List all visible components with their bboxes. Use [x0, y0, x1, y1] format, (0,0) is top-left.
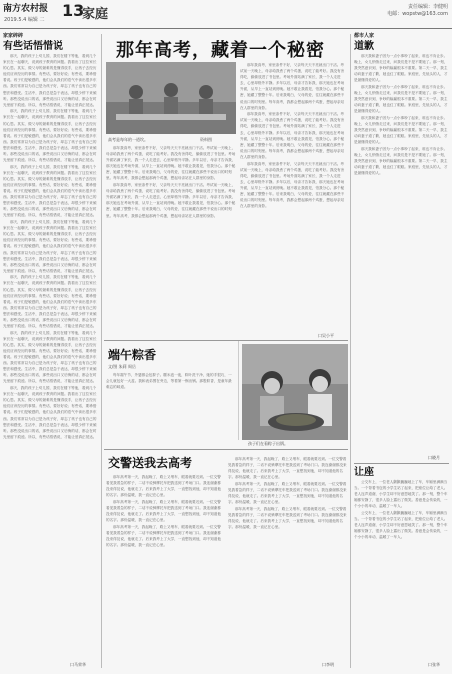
article-title: 有些话悟惜说: [3, 41, 63, 52]
article-body-cont: 那天，我的孩子上幼儿园，我们在楼下等他，看到几个家长在一起聊天，说到孩子教育的问题。我看出了这位家长的心思。其实，做父母的最难的是懂得放手，让孩子去经历他们应该经历的事情。有些话，要好好说；有些话，要珍惜着说。孩子们是敏感的，他们会从我们的语气中读出很多东西。我们常常以为自己是为孩子好，却忘了孩子也有自己的想法和感受。生活中，我们总是急于表达，却很少停下来倾听。那些没说出口的话，那些说出口又后悔的话，都会在时光里留下痕迹。所以，有些话悟惜说，才能让爱真正抵达。: [3, 109, 97, 163]
editor-contact: [387, 4, 448, 18]
main-article-body: 那年我高考，家里条件不好，父亲每天天不亮就出门干活。考试前一天晚上，母亲给我煮了两个鸡蛋，说吃了能考好。我没有舍得吃，偷偷放进了书包里。考场外面站满了家长，我一个人走进去，心里却格外平静。多年以后，母亲才告诉我，那天她也在考场外面，从早上一直站到傍晚。她不敢让我看见，怕我分心。那个秘密，她藏了整整十年。后来我明白，父母的爱，往往就藏在那些不说出口的时刻里。每年高考，我都会想起那两个鸡蛋，想起母亲站在人群里的身影。: [240, 63, 345, 110]
exam-escort-title: 交警送我去高考: [108, 456, 193, 470]
zongzi-caption: 孩子们在看粽子出锅。: [248, 441, 288, 446]
give-seat-text-cont: 公交车上，一位老人颤颤巍巍地上了车，车厢里满满当当。一个背着书包的小学生站了起来，把座位让给了老人。老人连声道谢，小学生却不好意思地笑了。那一刻，整个车厢都安静了，很多人脸上露出了微笑。善意是会传染的，一个小小的举动，温暖了一车人。: [354, 510, 448, 540]
main-article-col-right: [240, 62, 347, 332]
photo-caption: 高考是每年的一道坎。: [108, 137, 148, 142]
give-seat-text: 公交车上，一位老人颤颤巍巍地上了车，车厢里满满当当。一个背着书包的小学生站了起来，把座位让给了老人。老人连声道谢，小学生却不好意思地笑了。那一刻，整个车厢都安静了，很多人脸上露出了微笑。善意是会传染的，一个小小的举动，温暖了一车人。: [354, 480, 448, 509]
exam-escort-col2: [228, 456, 348, 668]
right-rule: [354, 463, 449, 464]
exam-escort-col1: [106, 474, 224, 668]
section-rule: [104, 449, 348, 450]
main-article-col-left: [106, 145, 236, 335]
exam-escort-text-cont: 那年高考第一天，我起晚了，路上又堵车，眼看就要迟到。一位交警看见我着急的样子，二话不说骑摩托车把我送到了考场门口。我连谢谢都没来得及说，他就走了。后来我考上了大学，一直想找到他，却不知道他的名字。那份温暖，我一直记在心里。: [106, 499, 221, 523]
main-article-body-cont: 那年我高考，家里条件不好，父亲每天天不亮就出门干活。考试前一天晚上，母亲给我煮了两个鸡蛋，说吃了能考好。我没有舍得吃，偷偷放进了书包里。考场外面站满了家长，我一个人走进去，心里却格外平静。多年以后，母亲才告诉我，那天她也在考场外面，从早上一直站到傍晚。她不敢让我看见，怕我分心。那个秘密，她藏了整整十年。后来我明白，父母的爱，往往就藏在那些不说出口的时刻里。每年高考，我都会想起那两个鸡蛋，想起母亲站在人群里的身影。: [240, 161, 345, 209]
header-rule: [0, 28, 452, 29]
column-tag: 家家碎碎: [3, 33, 24, 39]
zongzi-body: [106, 372, 234, 436]
right-column-top: [354, 32, 449, 452]
photo-credit: 资料图: [200, 137, 212, 142]
zongzi-title: 端午粽香: [108, 348, 157, 362]
left-byline: 口马荣华: [70, 662, 86, 667]
give-seat-title: 让座: [354, 467, 374, 478]
column-divider: [350, 34, 351, 668]
main-headline: 那年高考，藏着一个秘密: [116, 40, 325, 61]
right-column-bottom: [354, 466, 449, 668]
main-article-body-cont: 那年我高考，家里条件不好，父亲每天天不亮就出门干活。考试前一天晚上，母亲给我煮了两个鸡蛋，说吃了能考好。我没有舍得吃，偷偷放进了书包里。考场外面站满了家长，我一个人走进去，心里却格外平静。多年以后，母亲才告诉我，那天她也在考场外面，从早上一直站到傍晚。她不敢让我看见，怕我分心。那个秘密，她藏了整整十年。后来我明白，父母的爱，往往就藏在那些不说出口的时刻里。每年高考，我都会想起那两个鸡蛋，想起母亲站在人群里的身影。: [240, 112, 345, 159]
exam-escort-text-cont: 那年高考第一天，我起晚了，路上又堵车，眼看就要迟到。一位交警看见我着急的样子，二话不说骑摩托车把我送到了考场门口。我连谢谢都没来得及说，他就走了。后来我考上了大学，一直想找到他，却不知道他的名字。那份温暖，我一直记在心里。: [228, 506, 347, 530]
email-line: 电邮：wopstw@163.com: [387, 11, 448, 17]
issue-date: 2019.5.4 编辑 二: [4, 17, 45, 23]
exam-scene-image: [106, 62, 236, 134]
section-rule: [104, 340, 348, 341]
exam-escort-text-cont: 那年高考第一天，我起晚了，路上又堵车，眼看就要迟到。一位交警看见我着急的样子，二话不说骑摩托车把我送到了考场门口。我连谢谢都没来得及说，他就走了。后来我考上了大学，一直想找到他，却不知道他的名字。那份温暖，我一直记在心里。: [228, 481, 347, 505]
inner-divider: [238, 340, 239, 440]
article-body-cont: 那天，我的孩子上幼儿园，我们在楼下等他，看到几个家长在一起聊天，说到孩子教育的问题。我看出了这位家长的心思。其实，做父母的最难的是懂得放手，让孩子去经历他们应该经历的事情。有些话，要好好说；有些话，要珍惜着说。孩子们是敏感的，他们会从我们的语气中读出很多东西。我们常常以为自己是为孩子好，却忘了孩子也有自己的想法和感受。生活中，我们总是急于表达，却很少停下来倾听。那些没说出口的话，那些说出口又后悔的话，都会在时光里留下痕迹。所以，有些话悟惜说，才能让爱真正抵达。: [3, 386, 97, 439]
article-body-cont: 那天，我的孩子上幼儿园，我们在楼下等他，看到几个家长在一起聊天，说到孩子教育的问题。我看出了这位家长的心思。其实，做父母的最难的是懂得放手，让孩子去经历他们应该经历的事情。有些话，要好好说；有些话，要珍惜着说。孩子们是敏感的，他们会从我们的语气中读出很多东西。我们常常以为自己是为孩子好，却忘了孩子也有自己的想法和感受。生活中，我们总是急于表达，却很少停下来倾听。那些没说出口的话，那些说出口又后悔的话，都会在时光里留下痕迹。所以，有些话悟惜说，才能让爱真正抵达。: [3, 220, 97, 273]
left-column: [3, 32, 99, 668]
column-divider: [101, 34, 102, 668]
article-body: 那天，我的孩子上幼儿园，我们在楼下等他，看到几个家长在一起聊天，说到孩子教育的问题。我看出了这位家长的心思。其实，做父母的最难的是懂得放手，让孩子去经历他们应该经历的事情。有些话，要好好说；有些话，要珍惜着说。孩子们是敏感的，他们会从我们的语气中读出很多东西。我们常常以为自己是为孩子好，却忘了孩子也有自己的想法和感受。生活中，我们总是急于表达，却很少停下来倾听。那些没说出口的话，那些说出口又后悔的话，都会在时光里留下痕迹。所以，有些话悟惜说，才能让爱真正抵达。: [3, 54, 97, 107]
apology-text-cont: 那天我和妻子因为一点小事吵了起来，谁也不肯让步。晚上，女儿悄悄走过来，问我们是不是不要她了。那一刻，我突然意识到，争吵的输赢根本不重要。第二天一早，我主动向妻子道了歉，她也红了眼眶。家庭里，先低头的人，才是最懂得爱的人。: [354, 146, 448, 176]
article-body-cont: 那天，我的孩子上幼儿园，我们在楼下等他，看到几个家长在一起聊天，说到孩子教育的问题。我看出了这位家长的心思。其实，做父母的最难的是懂得放手，让孩子去经历他们应该经历的事情。有些话，要好好说；有些话，要珍惜着说。孩子们是敏感的，他们会从我们的语气中读出很多东西。我们常常以为自己是为孩子好，却忘了孩子也有自己的想法和感受。生活中，我们总是急于表达，却很少停下来倾听。那些没说出口的话，那些说出口又后悔的话，都会在时光里留下痕迹。所以，有些话悟惜说，才能让爱真正抵达。: [3, 164, 97, 218]
masthead: 南方农村报: [3, 4, 49, 14]
article-body-cont: 那天，我的孩子上幼儿园，我们在楼下等他，看到几个家长在一起聊天，说到孩子教育的问题。我看出了这位家长的心思。其实，做父母的最难的是懂得放手，让孩子去经历他们应该经历的事情。有些话，要好好说；有些话，要珍惜着说。孩子们是敏感的，他们会从我们的语气中读出很多东西。我们常常以为自己是为孩子好，却忘了孩子也有自己的想法和感受。生活中，我们总是急于表达，却很少停下来倾听。那些没说出口的话，那些说出口又后悔的话，都会在时光里留下痕迹。所以，有些话悟惜说，才能让爱真正抵达。: [3, 275, 97, 329]
children-image: [242, 344, 348, 440]
main-photo: [106, 62, 236, 134]
apology-text-cont: 那天我和妻子因为一点小事吵了起来，谁也不肯让步。晚上，女儿悄悄走过来，问我们是不是不要她了。那一刻，我突然意识到，争吵的输赢根本不重要。第二天一早，我主动向妻子道了歉，她也红了眼眶。家庭里，先低头的人，才是最懂得爱的人。: [354, 115, 448, 145]
exam-escort-text: 那年高考第一天，我起晚了，路上又堵车，眼看就要迟到。一位交警看见我着急的样子，二话不说骑摩托车把我送到了考场门口。我连谢谢都没来得及说，他就走了。后来我考上了大学，一直想找到他，却不知道他的名字。那份温暖，我一直记在心里。: [106, 475, 221, 498]
main-article-body-cont: 那年我高考，家里条件不好，父亲每天天不亮就出门干活。考试前一天晚上，母亲给我煮了两个鸡蛋，说吃了能考好。我没有舍得吃，偷偷放进了书包里。考场外面站满了家长，我一个人走进去，心里却格外平静。多年以后，母亲才告诉我，那天她也在考场外面，从早上一直站到傍晚。她不敢让我看见，怕我分心。那个秘密，她藏了整整十年。后来我明白，父母的爱，往往就藏在那些不说出口的时刻里。每年高考，我都会想起那两个鸡蛋，想起母亲站在人群里的身影。: [106, 146, 236, 181]
apology-byline: 口晓月: [428, 455, 440, 460]
right-column-tag: 都市人家: [354, 33, 375, 39]
apology-text: 那天我和妻子因为一点小事吵了起来，谁也不肯让步。晚上，女儿悄悄走过来，问我们是不是不要她了。那一刻，我突然意识到，争吵的输赢根本不重要。第二天一早，我主动向妻子道了歉，她也红了眼眶。家庭里，先低头的人，才是最懂得爱的人。: [354, 54, 448, 83]
give-seat-byline: 口张华: [428, 662, 440, 667]
main-article-body-cont: 那年我高考，家里条件不好，父亲每天天不亮就出门干活。考试前一天晚上，母亲给我煮了两个鸡蛋，说吃了能考好。我没有舍得吃，偷偷放进了书包里。考场外面站满了家长，我一个人走进去，心里却格外平静。多年以后，母亲才告诉我，那天她也在考场外面，从早上一直站到傍晚。她不敢让我看见，怕我分心。那个秘密，她藏了整整十年。后来我明白，父母的爱，往往就藏在那些不说出口的时刻里。每年高考，我都会想起那两个鸡蛋，想起母亲站在人群里的身影。: [106, 183, 236, 218]
editor-line: 责任编辑：李健明: [407, 4, 448, 10]
zongzi-author: 文/图 朱莉 周岳: [108, 364, 136, 369]
apology-text-cont: 那天我和妻子因为一点小事吵了起来，谁也不肯让步。晚上，女儿悄悄走过来，问我们是不是不要她了。那一刻，我突然意识到，争吵的输赢根本不重要。第二天一早，我主动向妻子道了歉，她也红了眼眶。家庭里，先低头的人，才是最懂得爱的人。: [354, 84, 448, 114]
page-header: [0, 0, 452, 30]
exam-escort-text-cont: 那年高考第一天，我起晚了，路上又堵车，眼看就要迟到。一位交警看见我着急的样子，二话不说骑摩托车把我送到了考场门口。我连谢谢都没来得及说，他就走了。后来我考上了大学，一直想找到他，却不知道他的名字。那份温暖，我一直记在心里。: [228, 457, 347, 480]
section-title: 家庭: [82, 7, 109, 22]
article-body-cont: 那天，我的孩子上幼儿园，我们在楼下等他，看到几个家长在一起聊天，说到孩子教育的问题。我看出了这位家长的心思。其实，做父母的最难的是懂得放手，让孩子去经历他们应该经历的事情。有些话，要好好说；有些话，要珍惜着说。孩子们是敏感的，他们会从我们的语气中读出很多东西。我们常常以为自己是为孩子好，却忘了孩子也有自己的想法和感受。生活中，我们总是急于表达，却很少停下来倾听。那些没说出口的话，那些说出口又后悔的话，都会在时光里留下痕迹。所以，有些话悟惜说，才能让爱真正抵达。: [3, 330, 97, 384]
exam-escort-byline: 口李明: [322, 662, 334, 667]
main-byline: 口吴小平: [318, 333, 334, 338]
zongzi-text: 每年端午节，外婆都会包粽子。糯米泡一夜，粽叶洗干净，她的手很巧，一会儿就包好一大盆。我和表弟围在旁边，等着第一锅出锅。那股粽香，是童年最难忘的味道。: [106, 373, 232, 390]
apology-title: 道歉: [354, 41, 374, 52]
zongzi-photo: [242, 344, 348, 440]
exam-escort-text-cont: 那年高考第一天，我起晚了，路上又堵车，眼看就要迟到。一位交警看见我着急的样子，二话不说骑摩托车把我送到了考场门口。我连谢谢都没来得及说，他就走了。后来我考上了大学，一直想找到他，却不知道他的名字。那份温暖，我一直记在心里。: [106, 524, 221, 548]
page-number: 13: [62, 1, 85, 20]
